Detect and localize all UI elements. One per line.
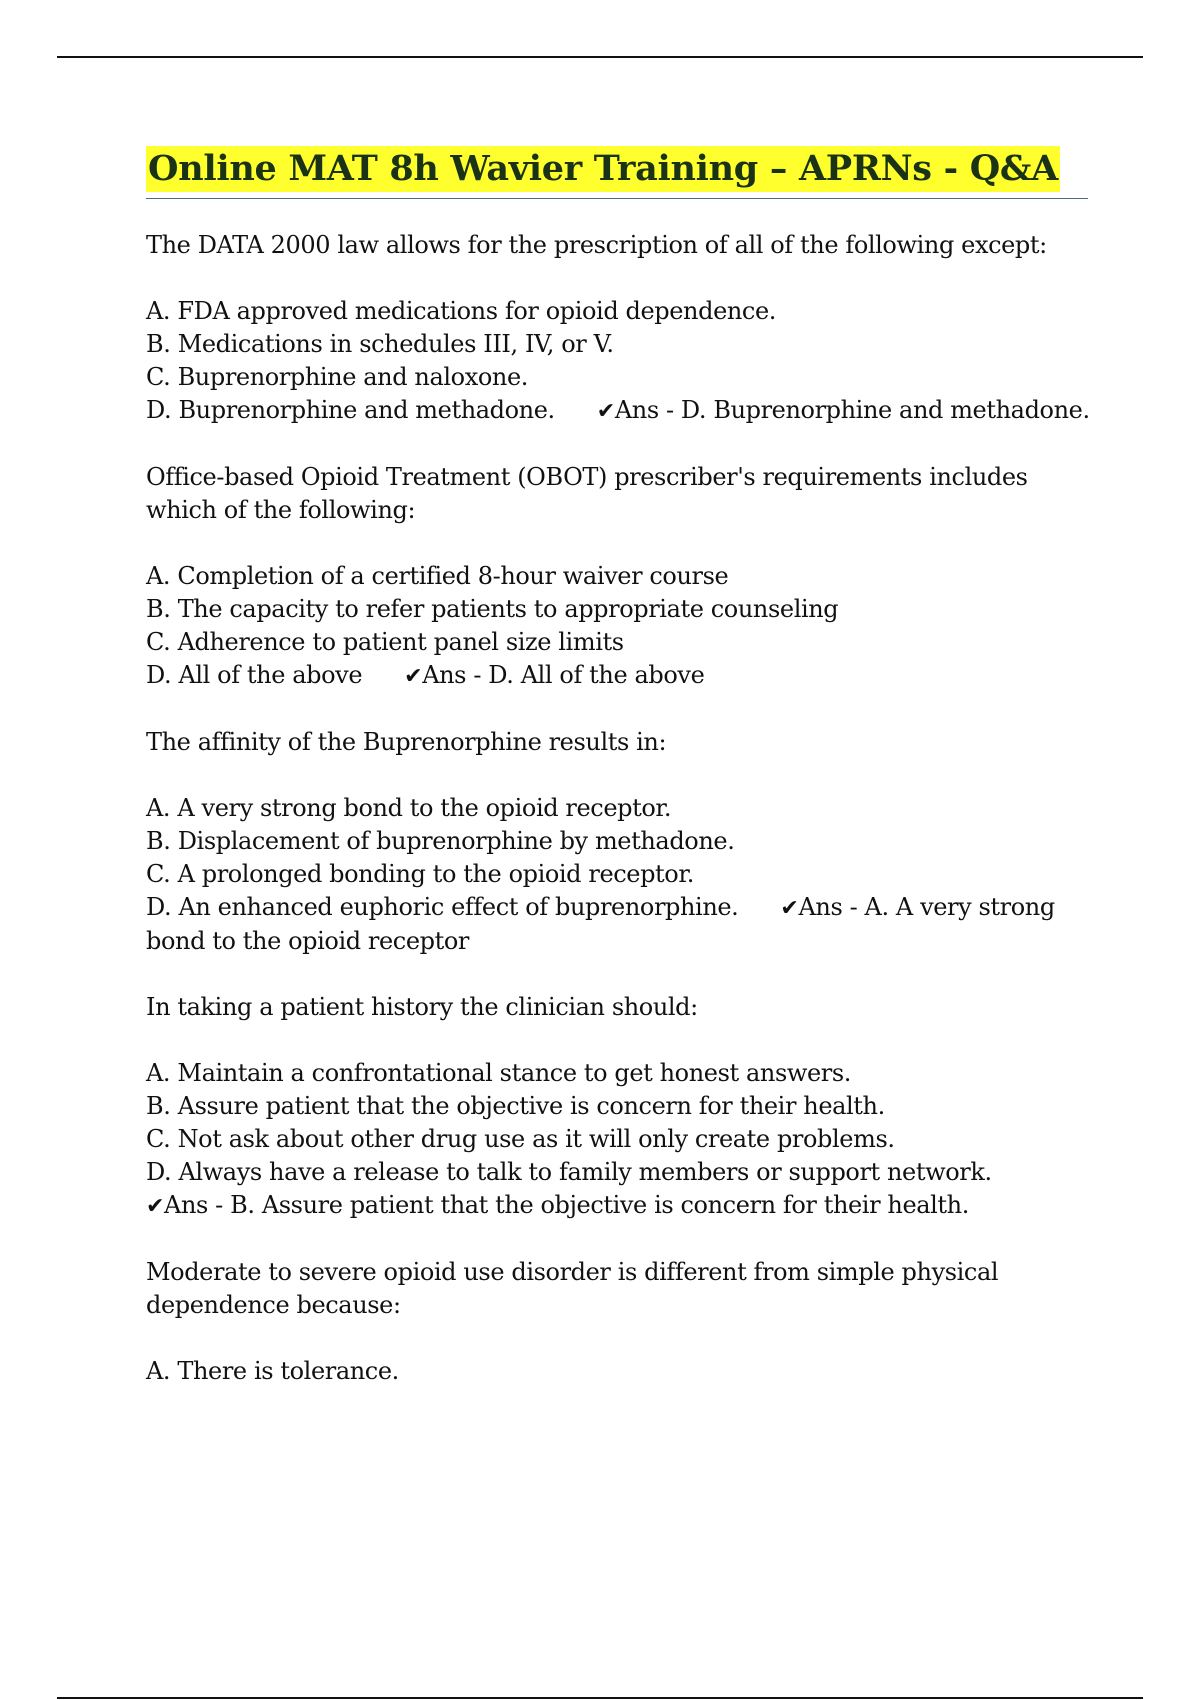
- option-c: C. Not ask about other drug use as it will only create problems.: [146, 1125, 895, 1153]
- option-a: A. A very strong bond to the opioid receptor.: [146, 794, 672, 822]
- option-d: D. All of the above: [146, 661, 363, 689]
- option-a: A. FDA approved medications for opioid dependence.: [146, 297, 777, 325]
- page-bottom-rule: [57, 1697, 1143, 1699]
- answer-text: Ans - B. Assure patient that the objective is concern for their health.: [164, 1191, 969, 1219]
- qa-item-3: [146, 726, 1091, 958]
- option-c: C. Adherence to patient panel size limits: [146, 628, 624, 656]
- question-text: Moderate to severe opioid use disorder is different from simple physical dependence because:: [146, 1258, 999, 1319]
- option-d-with-answer: [146, 659, 1091, 693]
- option-d: D. Always have a release to talk to family members or support network.: [146, 1158, 992, 1186]
- page-title: Online MAT 8h Wavier Training – APRNs - Q&A: [146, 146, 1060, 192]
- qa-item-4: [146, 991, 1091, 1223]
- option-c: C. A prolonged bonding to the opioid receptor.: [146, 860, 695, 888]
- answer-text: Ans - D. Buprenorphine and methadone.: [614, 396, 1090, 424]
- option-a: A. Maintain a confrontational stance to get honest answers.: [146, 1059, 852, 1087]
- qa-item-1: [146, 229, 1091, 428]
- check-icon: ✔: [780, 896, 799, 921]
- qa-item-2: [146, 461, 1091, 693]
- answer-line: [146, 1189, 1091, 1223]
- option-a: A. There is tolerance.: [146, 1357, 399, 1385]
- answer-text: Ans - A. A very strong bond to the opioid receptor: [146, 893, 1055, 955]
- check-icon: ✔: [596, 399, 615, 424]
- option-d: D. An enhanced euphoric effect of buprenorphine.: [146, 893, 739, 921]
- qa-item-5: [146, 1256, 1091, 1388]
- question-text: The DATA 2000 law allows for the prescription of all of the following except:: [146, 231, 1047, 259]
- question-text: In taking a patient history the clinician should:: [146, 993, 698, 1021]
- option-d: D. Buprenorphine and methadone.: [146, 396, 555, 424]
- check-icon: ✔: [404, 664, 423, 689]
- page-top-rule: [57, 56, 1143, 58]
- document-body: [146, 146, 1091, 1421]
- question-text: Office-based Opioid Treatment (OBOT) prescriber's requirements includes which of the following:: [146, 463, 1028, 524]
- answer-text: Ans - D. All of the above: [422, 661, 705, 689]
- option-c: C. Buprenorphine and naloxone.: [146, 363, 528, 391]
- option-b: B. Displacement of buprenorphine by methadone.: [146, 827, 735, 855]
- option-b: B. Medications in schedules III, IV, or V.: [146, 330, 614, 358]
- question-text: The affinity of the Buprenorphine results in:: [146, 728, 667, 756]
- title-block: [146, 146, 1088, 199]
- option-b: B. The capacity to refer patients to appropriate counseling: [146, 595, 839, 623]
- option-d-with-answer: [146, 394, 1091, 428]
- option-b: B. Assure patient that the objective is concern for their health.: [146, 1092, 885, 1120]
- option-a: A. Completion of a certified 8-hour waiver course: [146, 562, 729, 590]
- option-d-with-answer: [146, 891, 1091, 958]
- check-icon: ✔: [146, 1194, 165, 1219]
